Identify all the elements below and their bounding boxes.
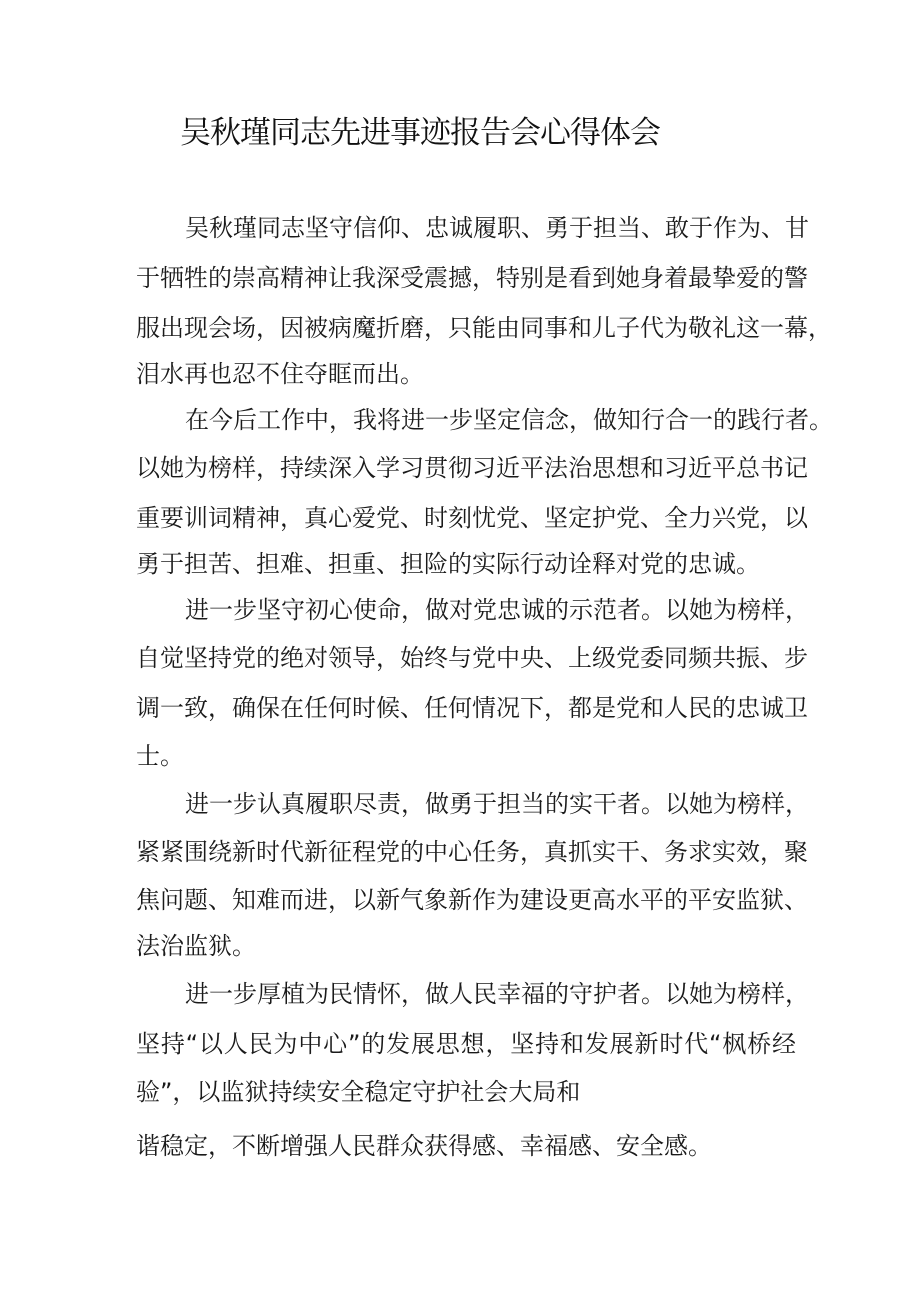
paragraph-line: 进一步坚守初心使命，做对党忠诚的示范者。以她为榜样，	[185, 596, 809, 624]
paragraph-line: 自觉坚持党的绝对领导，始终与党中央、上级党委同频共振、步	[136, 644, 808, 672]
paragraph-line: 勇于担苦、担难、担重、担险的实际行动诠释对党的忠诚。	[136, 550, 760, 578]
paragraph-line: 吴秋瑾同志坚守信仰、忠诚履职、勇于担当、敢于作为、甘	[185, 214, 809, 242]
document-title: 吴秋瑾同志先进事迹报告会心得体会	[180, 115, 660, 151]
paragraph-line: 服出现会场，因被病魔折磨，只能由同事和儿子代为敬礼这一幕，	[136, 314, 832, 342]
paragraph-line: 进一步厚植为民情怀，做人民幸福的守护者。以她为榜样，	[185, 980, 809, 1008]
paragraph-line: 于牺牲的崇高精神让我深受震撼，特别是看到她身着最挚爱的警	[136, 264, 808, 292]
paragraph-line: 在今后工作中，我将进一步坚定信念，做知行合一的践行者。	[185, 406, 833, 434]
paragraph-line: 紧紧围绕新时代新征程党的中心任务，真抓实干、务求实效，聚	[136, 838, 808, 866]
paragraph-line: 重要训词精神，真心爱党、时刻忧党、坚定护党、全力兴党，以	[136, 504, 808, 532]
paragraph-line: 调一致，确保在任何时候、任何情况下，都是党和人民的忠诚卫	[136, 694, 808, 722]
paragraph-line: 以她为榜样，持续深入学习贯彻习近平法治思想和习近平总书记	[136, 454, 808, 482]
paragraph-line: 坚持“以人民为中心”的发展思想，坚持和发展新时代“枫桥经	[136, 1030, 796, 1058]
paragraph-line: 泪水再也忍不住夺眶而出。	[136, 360, 424, 388]
paragraph-line: 验”，以监狱持续安全稳定守护社会大局和	[136, 1078, 581, 1106]
paragraph-line: 进一步认真履职尽责，做勇于担当的实干者。以她为榜样，	[185, 790, 809, 818]
paragraph-line: 谐稳定，不断增强人民群众获得感、幸福感、安全感。	[136, 1132, 712, 1160]
paragraph-line: 法治监狱。	[136, 932, 256, 960]
paragraph-line: 士。	[136, 742, 184, 770]
paragraph-line: 焦问题、知难而进，以新气象新作为建设更高水平的平安监狱、	[136, 886, 808, 914]
